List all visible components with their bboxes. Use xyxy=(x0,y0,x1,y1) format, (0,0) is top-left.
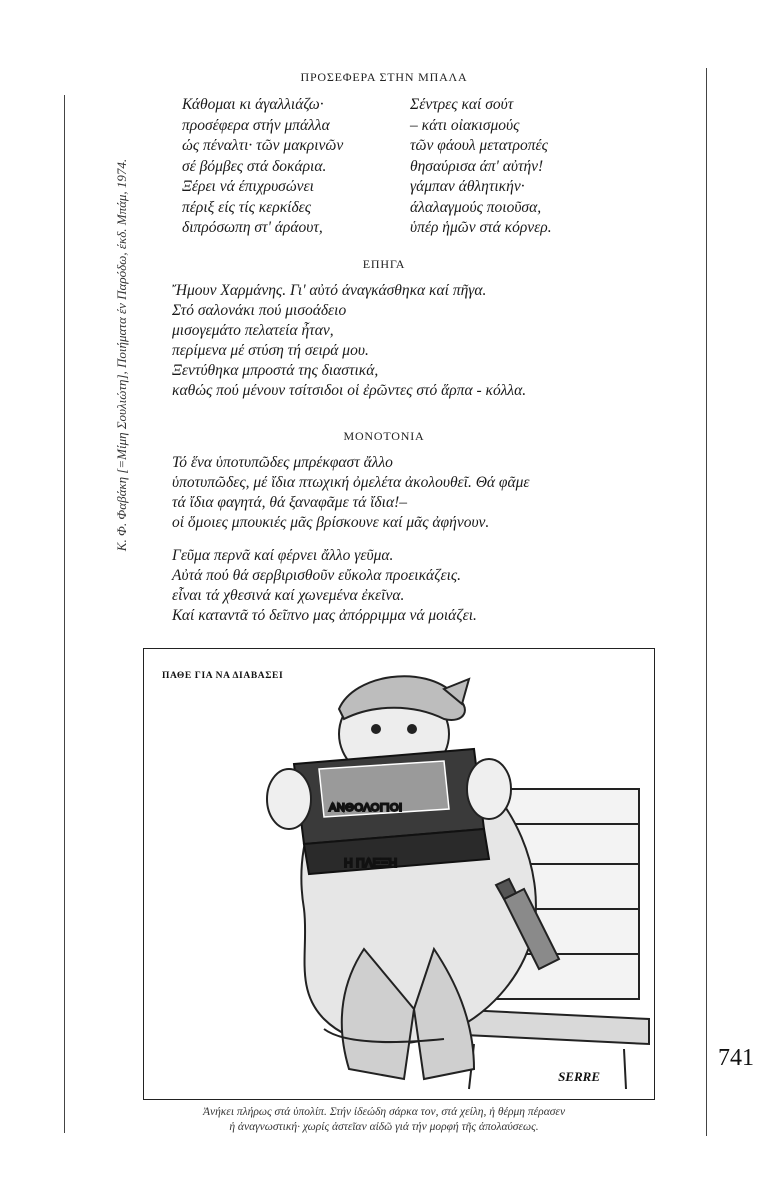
verse-line: διπρόσωπη στ' άράουτ, xyxy=(182,219,323,236)
verse-line: Ἤμουν Χαρμάνης. Γι' αὐτό άναγκάσθηκα καί πῆγα. xyxy=(172,282,487,299)
verse-line: Ξέρει νά έπιχρυσώνει xyxy=(182,178,314,195)
verse-line: Τό ἕνα ὑποτυπῶδες μπρέκφαστ ἄλλο xyxy=(172,454,393,471)
vertical-source-note: Κ. Φ. Φαβάκη [=Μίμη Σουλιώτη], Ποιήματα έν Παρόδω, έκδ. Μπάμ, 1974. xyxy=(114,158,129,552)
verse-line: Καί καταντᾶ τό δεῖπνο μας ἀπόρριμμα νά μοιάζει. xyxy=(172,607,477,624)
verse-line: πέριξ είς τίς κερκίδες xyxy=(182,198,312,216)
verse-line: σέ βόμβες στά δοκάρια. xyxy=(182,157,327,175)
verse-line: ὑποτυπῶδες, μέ ἴδια πτωχική ὀμελέτα ἀκολουθεῖ. Θά φᾶμε xyxy=(172,474,530,491)
illustration-label: ΠΑΘΕ ΓΙΑ ΝΑ ΔΙΑΒΑΣΕΙ xyxy=(162,671,284,681)
poem3-stanza-1 xyxy=(172,453,530,533)
poem3-stanza-2 xyxy=(172,546,477,626)
poem1-left-column xyxy=(182,95,343,239)
caption-line: ἡ ἀναγνωστική· χωρίς ἀστεῖαν αἰδῶ γιά τήν μορφή τῆς ἀπολαύσεως. xyxy=(229,1121,539,1133)
cartoon-illustration xyxy=(143,648,655,1100)
poem1-right-column xyxy=(410,95,552,239)
verse-line: οἱ ὅμοιες μπουκιές μᾶς βρίσκουνε καί μᾶς ἀφήνουν. xyxy=(172,514,490,531)
verse-line: Στό σαλονάκι πού μισοάδειο xyxy=(172,302,347,319)
verse-line: Αὐτά πού θά σερβιρισθοῦν εὔκολα προεικάζεις. xyxy=(172,567,462,584)
book-spine-text: Η ΠΛΕΞΗ xyxy=(344,856,398,870)
artist-signature: SERRE xyxy=(558,1069,600,1084)
verse-line: τῶν φάουλ μετατροπές xyxy=(410,137,548,154)
poem-title-epiga: ΕΠΗΓΑ xyxy=(362,257,406,271)
verse-line: μισογεμάτο πελατεία ἦταν, xyxy=(172,322,334,339)
verse-line: Κάθομαι κι άγαλλιάζω· xyxy=(182,96,324,113)
cartoon-drawing xyxy=(144,649,654,1099)
verse-line: Σέντρες καί σούτ xyxy=(410,96,514,113)
verse-line: άλαλαγμούς ποιοῦσα, xyxy=(410,198,542,216)
verse-line: περίμενα μέ στύση τή σειρά μου. xyxy=(172,342,369,359)
verse-line: καθώς πού μένουν τσίτσιδοι οἱ ἐρῶντες στό ἅρπα - κόλλα. xyxy=(172,382,527,399)
verse-line: ώς πέναλτι· τῶν μακρινῶν xyxy=(182,137,344,154)
poem2-body xyxy=(172,281,526,401)
poem-title-prosefera: ΠΡΟΣΕΦΕΡΑ ΣΤΗΝ ΜΠΑΛΑ xyxy=(300,70,468,84)
right-margin-rule xyxy=(706,68,707,1136)
verse-line: εἶναι τά χθεσινά καί χωνεμένα ἐκεῖνα. xyxy=(172,587,405,604)
verse-line: θησαύρισα άπ' αὐτήν! xyxy=(410,157,544,175)
verse-line: ὑπέρ ἡμῶν στά κόρνερ. xyxy=(410,219,552,236)
caption-line: Ἀνήκει πλήρως στά ὑπολίπ. Στήν ἰδεώδη σάρκα τον, στά χείλη, ἡ θέρμη πέρασεν xyxy=(202,1106,566,1118)
verse-line: τά ἴδια φαγητά, θά ξαναφᾶμε τά ἴδια!– xyxy=(172,494,407,511)
verse-line: γάμπαν άθλητικήν· xyxy=(410,178,525,195)
book-cover-text: ΑΝΘΟΛΟΓΙΟΙ xyxy=(329,802,403,814)
poem-title-monotonia: ΜΟΝΟΤΟΝΙΑ xyxy=(343,429,425,443)
verse-line: προσέφερα στήν μπάλλα xyxy=(182,116,330,134)
page-number: 741 xyxy=(718,1045,754,1071)
verse-line: Ξεντύθηκα μπροστά της διαστικά, xyxy=(172,362,379,379)
left-margin-rule xyxy=(64,95,65,1133)
illustration-caption xyxy=(0,1105,768,1135)
verse-line: – κάτι οἰακισμούς xyxy=(410,116,520,134)
book-drawing xyxy=(294,749,489,874)
verse-line: Γεῦμα περνᾶ καί φέρνει ἄλλο γεῦμα. xyxy=(172,547,394,564)
